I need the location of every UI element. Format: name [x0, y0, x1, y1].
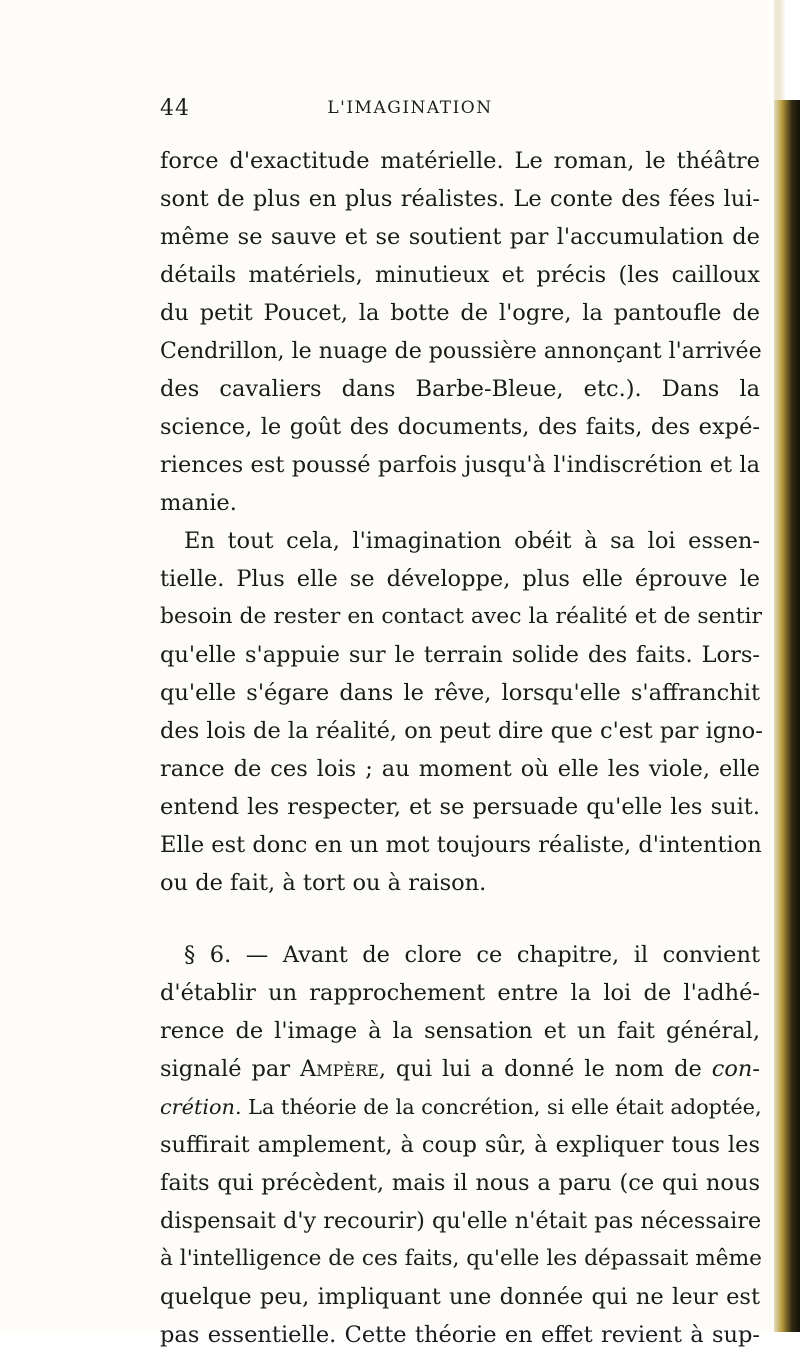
text-line: même se sauve et se soutient par l'accumulation de [160, 224, 760, 250]
text-line: faits qui précèdent, mais il nous a paru (ce qui nous [160, 1170, 760, 1196]
text-line: rence de l'image à la sensation et un fait général, [160, 1018, 760, 1044]
text-line: ou de fait, à tort ou à raison. [160, 870, 487, 896]
text-line: à l'intelligence de ces faits, qu'elle les dépassait même [160, 1246, 762, 1271]
author-name: Ampère [300, 1056, 379, 1082]
text-line: besoin de rester en contact avec la réalité et de sentir [160, 604, 763, 629]
text-line: d'établir un rapprochement entre la loi de l'adhé- [160, 980, 760, 1006]
text-line: force d'exactitude matérielle. Le roman, le théâtre [160, 148, 760, 174]
text-line: Cendrillon, le nuage de poussière annonçant l'arrivée [160, 338, 762, 364]
text-line: tielle. Plus elle se développe, plus elle éprouve le [160, 566, 760, 592]
text-line: En tout cela, l'imagination obéit à sa loi essen- [184, 528, 760, 554]
text-line: pas essentielle. Cette théorie en effet revient à sup- [160, 1322, 760, 1348]
italic-term: crétion [160, 1095, 235, 1119]
text-line: des lois de la réalité, on peut dire que c'est par igno- [160, 718, 763, 744]
text-line: Elle est donc en un mot toujours réaliste, d'intention [160, 832, 762, 858]
chapter-title: L'IMAGINATION [327, 98, 493, 118]
text-line: sont de plus en plus réalistes. Le conte des fées lui- [160, 186, 760, 212]
italic-term: con- [711, 1056, 760, 1082]
page-number: 44 [160, 96, 190, 121]
text-line [160, 1088, 760, 1126]
text-line: qu'elle s'appuie sur le terrain solide des faits. Lors- [160, 642, 760, 668]
text-line: science, le goût des documents, des faits, des expé- [160, 414, 760, 440]
text-line: du petit Poucet, la botte de l'ogre, la pantoufle de [160, 300, 760, 326]
text-fragment: . La théorie de la concrétion, si elle était adoptée, [234, 1095, 762, 1119]
text-line: des cavaliers dans Barbe-Bleue, etc.). Dans la [160, 376, 760, 402]
text-fragment: signalé par [160, 1056, 301, 1082]
text-line: riences est poussé parfois jusqu'à l'indiscrétion et la [160, 452, 760, 478]
page-edge-highlight [764, 0, 800, 100]
text-fragment: , qui lui a donné le nom de [378, 1056, 712, 1082]
text-line: détails matériels, minutieux et précis (les cailloux [160, 262, 760, 288]
running-head [160, 96, 760, 126]
text-line [160, 1050, 760, 1088]
text-line: manie. [160, 490, 237, 516]
text-line: quelque peu, impliquant une donnée qui ne leur est [160, 1284, 760, 1310]
text-line: dispensait d'y recourir) qu'elle n'était pas nécessaire [160, 1208, 762, 1234]
text-line: qu'elle s'égare dans le rêve, lorsqu'elle s'affranchit [160, 680, 760, 706]
text-line: entend les respecter, et se persuade qu'elle les suit. [160, 794, 760, 820]
text-line: suffirait amplement, à coup sûr, à expliquer tous les [160, 1132, 760, 1158]
text-line: § 6. — Avant de clore ce chapitre, il convient [184, 942, 760, 968]
text-line: rance de ces lois ; au moment où elle les viole, elle [160, 756, 760, 782]
page-edge-shadow [774, 0, 800, 1332]
